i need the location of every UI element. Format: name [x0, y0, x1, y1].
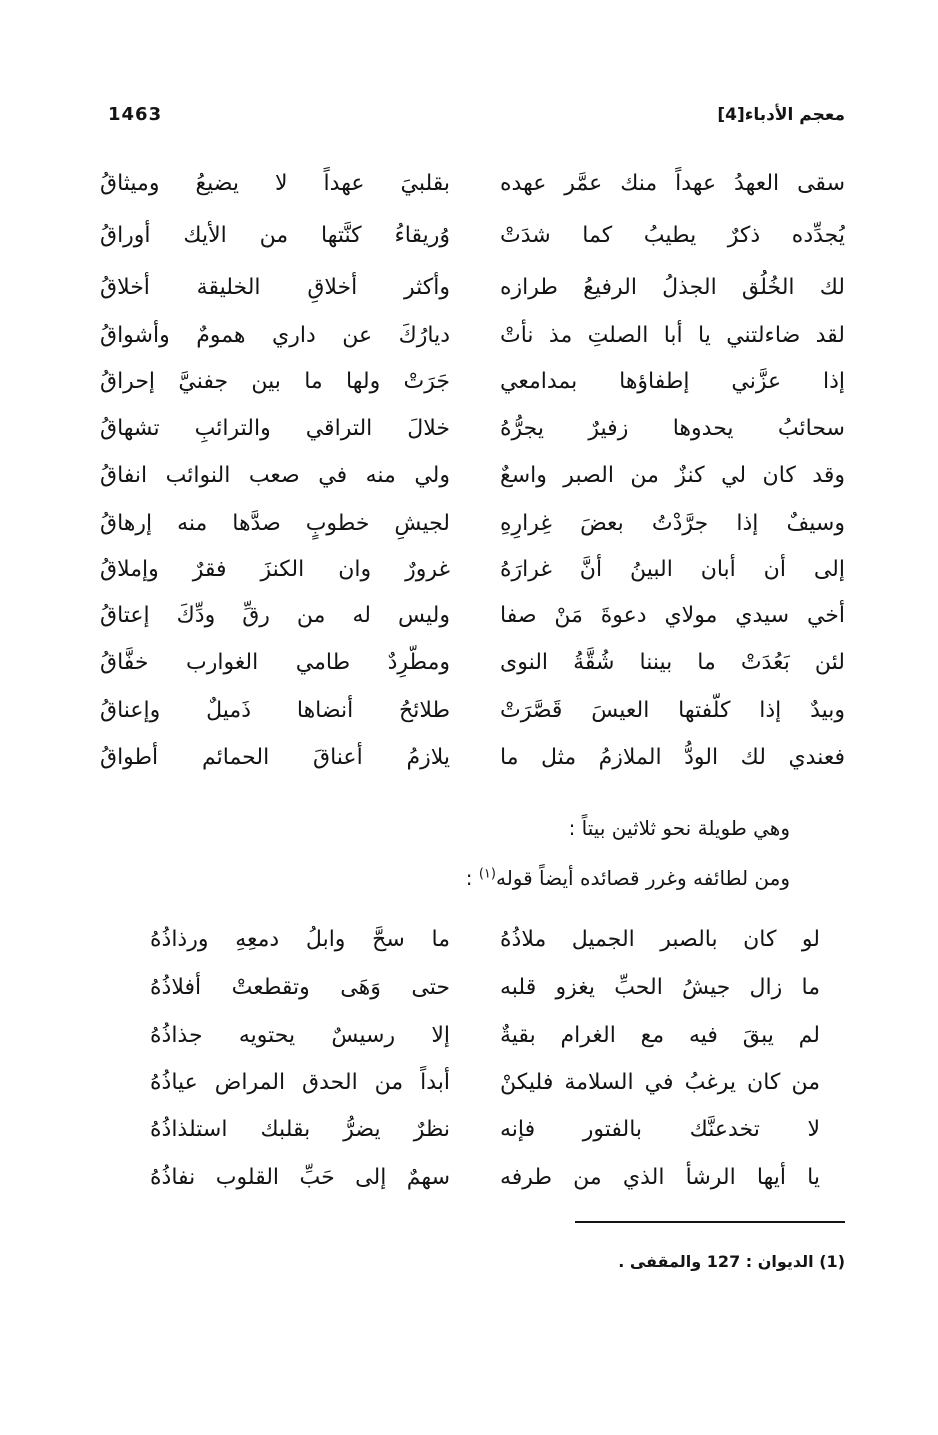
verse-second-hemistich: نظرٌ يضرُّ بقلبك استلذاذُهُ — [150, 1117, 450, 1142]
verse-second-hemistich: إلا رسيسٌ يحتويه جذاذُهُ — [150, 1023, 450, 1048]
verse-second-hemistich: سهمٌ إلى حَبِّ القلوب نفاذُهُ — [150, 1165, 450, 1190]
running-header-title: معجم الأدباء[4] — [717, 105, 845, 125]
verse-row — [0, 1160, 938, 1196]
verse-first-hemistich: وبيدٌ إذا كلَّفتها العيسَ قَصَّرَتْ — [500, 698, 845, 723]
verse-row — [0, 270, 938, 306]
verse-second-hemistich: وليس له من رقِّ ودِّكَ إعتاقُ — [100, 603, 450, 628]
verse-row — [0, 1018, 938, 1054]
verse-row — [0, 693, 938, 729]
verse-second-hemistich: ومطَّرِدٌ طامي الغوارب خفَّاقُ — [100, 650, 450, 675]
verse-first-hemistich: سقى العهدُ عهداً منك عمَّر عهده — [500, 171, 845, 196]
verse-second-hemistich: لجيشِ خطوبٍ صدَّها منه إرهاقُ — [100, 511, 450, 536]
verse-first-hemistich: لئن بَعُدَتْ ما بيننا شُقَّةُ النوى — [500, 650, 845, 675]
verse-first-hemistich: يُجدِّده ذكرٌ يطيبُ كما شدَتْ — [500, 223, 845, 248]
verse-row — [0, 970, 938, 1006]
verse-row — [0, 411, 938, 447]
verse-row — [0, 922, 938, 958]
verse-row — [0, 318, 938, 354]
verse-first-hemistich: وسيفٌ إذا جرَّدْتُ بعضَ غِرارِهِ — [500, 511, 845, 536]
verse-first-hemistich: لقد ضاءلتني يا أبا الصلتِ مذ نأتْ — [500, 323, 845, 348]
verse-row — [0, 218, 938, 254]
verse-second-hemistich: أبداً من الحدق المراض عياذُهُ — [150, 1070, 450, 1095]
verse-second-hemistich: حتى وَهَى وتقطعتْ أفلاذُهُ — [150, 975, 450, 1000]
verse-row — [0, 1065, 938, 1101]
verse-second-hemistich: بقلبيَ عهداً لا يضيعُ وميثاقُ — [100, 171, 450, 196]
verse-second-hemistich: جَرَتْ ولها ما بين جفنيَّ إحراقُ — [100, 369, 450, 394]
verse-first-hemistich: إذا عزَّني إطفاؤها بمدامعي — [500, 369, 845, 394]
verse-row — [0, 645, 938, 681]
verse-row — [0, 598, 938, 634]
verse-first-hemistich: يا أيها الرشأ الذي من طرفه — [500, 1165, 820, 1190]
verse-first-hemistich: لا تخدعنَّك بالفتور فإنه — [500, 1117, 820, 1142]
verse-row — [0, 506, 938, 542]
verse-first-hemistich: من كان يرغبُ في السلامة فليكنْ — [500, 1070, 820, 1095]
verse-row — [0, 364, 938, 400]
verse-first-hemistich: لو كان بالصبر الجميل ملاذُهُ — [500, 927, 820, 952]
verse-first-hemistich: سحائبُ يحدوها زفيرٌ يجرُّهُ — [500, 416, 845, 441]
verse-first-hemistich: ما زال جيشُ الحبِّ يغزو قلبه — [500, 975, 820, 1000]
verse-row — [0, 740, 938, 776]
footnote-separator — [575, 1221, 845, 1223]
footnote-reference-mark: (١) — [478, 866, 496, 882]
page-number: 1463 — [108, 104, 163, 125]
verse-first-hemistich: وقد كان لي كنزٌ من الصبر واسعٌ — [500, 463, 845, 488]
verse-second-hemistich: طلائحُ أنضاها ذَميلٌ وإعناقُ — [100, 698, 450, 723]
verse-row — [0, 166, 938, 202]
verse-first-hemistich: لك الخُلُق الجذلُ الرفيعُ طرازه — [500, 275, 845, 300]
verse-second-hemistich: وُريقاءُ كنَّتها من الأيك أوراقُ — [100, 223, 450, 248]
prose-intro-text: ومن لطائفه وغرر قصائده أيضاً قوله — [495, 866, 790, 890]
verse-second-hemistich: يلازمُ أعناقَ الحمائم أطواقُ — [100, 745, 450, 770]
verse-first-hemistich: إلى أن أبان البينُ أنَّ غرارَهُ — [500, 557, 845, 582]
verse-row — [0, 458, 938, 494]
prose-intro-colon: : — [465, 866, 479, 890]
prose-note-poem-length: وهي طويلة نحو ثلاثين بيتاً : — [568, 816, 790, 840]
verse-first-hemistich: فعندي لك الودُّ الملازمُ مثل ما — [500, 745, 845, 770]
verse-second-hemistich: غرورٌ وان الكنزَ فقرٌ وإملاقُ — [100, 557, 450, 582]
footnote: (1) الديوان : 127 والمقفى . — [618, 1252, 845, 1271]
verse-first-hemistich: لم يبقَ فيه مع الغرام بقيةٌ — [500, 1023, 820, 1048]
verse-second-hemistich: ديارُكَ عن داري همومٌ وأشواقُ — [100, 323, 450, 348]
verse-second-hemistich: وأكثر أخلاقِ الخليقة أخلاقُ — [100, 275, 450, 300]
verse-first-hemistich: أخي سيدي مولاي دعوةَ مَنْ صفا — [500, 603, 845, 628]
prose-intro-second-poem — [370, 860, 790, 896]
verse-second-hemistich: ولي منه في صعب النوائب انفاقُ — [100, 463, 450, 488]
verse-second-hemistich: ما سحَّ وابلُ دمعِهِ ورذاذُهُ — [150, 927, 450, 952]
verse-row — [0, 552, 938, 588]
verse-row — [0, 1112, 938, 1148]
verse-second-hemistich: خلالَ التراقي والترائبِ تشهاقُ — [100, 416, 450, 441]
